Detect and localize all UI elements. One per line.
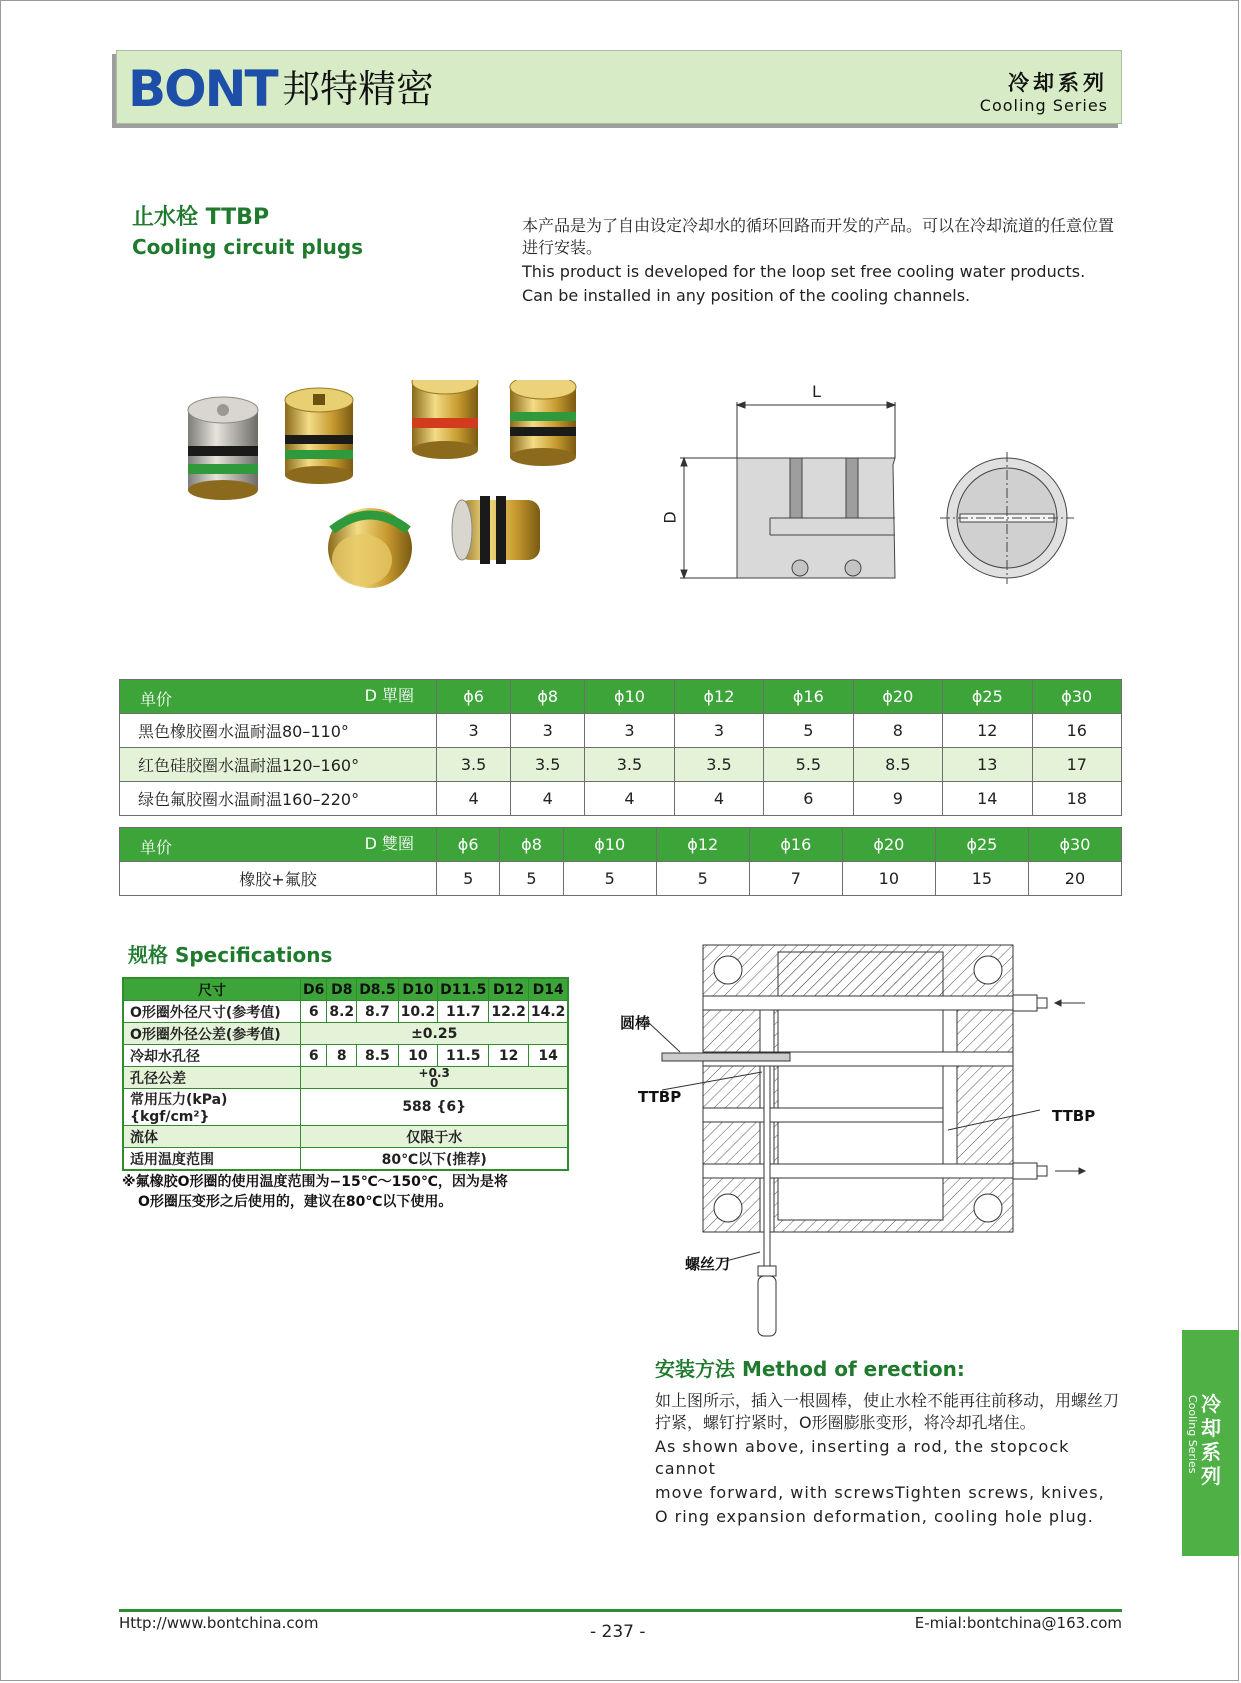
price-cell: 9 (853, 782, 942, 816)
price-cell: 10 (842, 862, 935, 896)
price-cell: 17 (1032, 748, 1121, 782)
row-label: 绿色氟胶圈水温耐温160–220° (120, 782, 437, 816)
price-corner-cell (120, 680, 437, 714)
price-cell: 3 (674, 714, 763, 748)
method-cn: 如上图所示，插入一根圆棒，使止水栓不能再往前移动，用螺丝刀拧紧，螺钉拧紧时，O形圈膨胀变形，将冷却孔堵住。 (655, 1391, 1120, 1432)
plug-side-view (737, 458, 895, 578)
price-cell: 3.5 (511, 748, 585, 782)
dimension-L: L (812, 382, 821, 401)
spec-value: 8.7 (357, 1001, 398, 1023)
size-header: ϕ6 (437, 680, 511, 714)
product-description (522, 215, 1122, 309)
spec-label: O形圈外径尺寸(参考值) (123, 1001, 301, 1023)
price-cell: 3.5 (437, 748, 511, 782)
installation-diagram (610, 940, 1090, 1340)
spec-value (301, 1067, 569, 1089)
price-cell: 4 (674, 782, 763, 816)
spec-value: 8.2 (327, 1001, 357, 1023)
flow-arrows (1055, 1000, 1085, 1174)
table-row (120, 782, 1122, 816)
spec-value: 12.2 (489, 1001, 529, 1023)
spec-value: 14 (528, 1045, 568, 1067)
table-row (123, 1023, 568, 1045)
size-header: ϕ10 (563, 828, 656, 862)
corner-right: D 雙圈 (364, 834, 414, 853)
specs-title: 规格 Specifications (128, 943, 333, 967)
spec-value: 仅限于水 (301, 1126, 569, 1148)
price-cell: 3.5 (585, 748, 674, 782)
footer-url[interactable]: Http://www.bontchina.com (119, 1614, 319, 1632)
size-header: ϕ30 (1028, 828, 1121, 862)
specs-note (122, 1172, 552, 1212)
spec-header: D6 (301, 978, 327, 1001)
spec-header: D14 (528, 978, 568, 1001)
spec-label: 常用压力(kPa){kgf/cm²} (123, 1089, 301, 1126)
mold-block (703, 945, 1013, 1232)
description-en-2: Can be installed in any position of the cooling channels. (522, 286, 971, 305)
size-header: ϕ8 (511, 680, 585, 714)
price-cell: 12 (943, 714, 1032, 748)
table-row (123, 1067, 568, 1089)
series-title-en: Cooling Series (979, 96, 1108, 115)
product-photo (180, 380, 620, 600)
price-cell: 5 (764, 714, 853, 748)
price-cell: 18 (1032, 782, 1121, 816)
price-cell: 15 (935, 862, 1028, 896)
dimension-D: D (660, 511, 680, 524)
spec-label: 冷却水孔径 (123, 1045, 301, 1067)
label-rod: 圆棒 (620, 1014, 651, 1032)
side-tab-cn: 冷却系列 (1201, 1392, 1221, 1488)
method-title: 安装方法 Method of erection: (655, 1357, 965, 1381)
plug-brass-green-2 (510, 380, 576, 466)
price-table-single (119, 679, 1122, 816)
spec-header: D8 (327, 978, 357, 1001)
spec-value: 8.5 (357, 1045, 398, 1067)
plug-brass-green (285, 388, 353, 484)
label-screwdriver: 螺丝刀 (685, 1255, 731, 1273)
method-en-1: As shown above, inserting a rod, the stopcock cannot (655, 1437, 1070, 1478)
series-title-cn: 冷却系列 (1008, 71, 1108, 95)
table-row (123, 1126, 568, 1148)
plug-end-view (940, 452, 1074, 584)
price-cell: 4 (585, 782, 674, 816)
method-en-2: move forward, with screwsTighten screws, knives, (655, 1483, 1105, 1502)
fittings (1013, 995, 1047, 1179)
footer-email[interactable]: E-mial:bontchina@163.com (914, 1614, 1122, 1632)
corner-left: 单价 (140, 690, 173, 709)
page-number: - 237 - (590, 1622, 646, 1642)
price-cell: 3.5 (674, 748, 763, 782)
spec-value: 80℃以下(推荐) (301, 1148, 569, 1171)
method-text (655, 1390, 1125, 1530)
price-cell: 3 (585, 714, 674, 748)
spec-value: 12 (489, 1045, 529, 1067)
plug-brass-red (412, 380, 478, 459)
size-header: ϕ16 (749, 828, 842, 862)
size-header: ϕ25 (943, 680, 1032, 714)
spec-value: 14.2 (528, 1001, 568, 1023)
plug-brass-tilted (328, 508, 412, 588)
specs-note-line-1: ※氟橡胶O形圈的使用温度范围为−15℃～150℃，因为是将 (122, 1174, 508, 1190)
table-row (120, 714, 1122, 748)
price-cell: 8 (853, 714, 942, 748)
spec-value: 588 {6} (301, 1089, 569, 1126)
specs-note-line-2: O形圈压变形之后使用的，建议在80℃以下使用。 (138, 1194, 453, 1210)
size-header: ϕ16 (764, 680, 853, 714)
size-header: ϕ8 (500, 828, 563, 862)
price-cell: 5 (656, 862, 749, 896)
spec-header: D8.5 (357, 978, 398, 1001)
side-tab-en: Cooling Series (1186, 1395, 1199, 1474)
price-cell: 4 (511, 782, 585, 816)
label-ttbp-right: TTBP (1052, 1107, 1096, 1125)
corner-right: D 單圈 (364, 686, 414, 705)
price-corner-cell (120, 828, 437, 862)
size-header: ϕ12 (674, 680, 763, 714)
row-label: 橡胶+氟胶 (120, 862, 437, 896)
rod (662, 1053, 790, 1061)
price-cell: 5.5 (764, 748, 853, 782)
price-cell: 4 (437, 782, 511, 816)
price-cell: 3 (511, 714, 585, 748)
spec-value: 10 (398, 1045, 438, 1067)
price-cell: 13 (943, 748, 1032, 782)
brand-name-cn: 邦特精密 (282, 67, 435, 111)
size-header: ϕ6 (437, 828, 500, 862)
row-label: 黑色橡胶圈水温耐温80–110° (120, 714, 437, 748)
tolerance-upper: +0.3 (418, 1065, 450, 1080)
table-row (123, 1045, 568, 1067)
size-header: ϕ20 (853, 680, 942, 714)
price-cell: 14 (943, 782, 1032, 816)
size-header: ϕ10 (585, 680, 674, 714)
price-cell: 20 (1028, 862, 1121, 896)
price-cell: 5 (563, 862, 656, 896)
spec-value: 11.7 (438, 1001, 489, 1023)
tolerance-lower: 0 (430, 1075, 439, 1090)
technical-drawing (670, 380, 1080, 590)
footer-divider (119, 1609, 1122, 1612)
spec-value: 6 (301, 1045, 327, 1067)
spec-value: 8 (327, 1045, 357, 1067)
price-cell: 5 (500, 862, 563, 896)
spec-label: O形圈外径公差(参考值) (123, 1023, 301, 1045)
plug-brass-side (452, 496, 540, 564)
price-table-double (119, 827, 1122, 896)
row-label: 红色硅胶圈水温耐温120–160° (120, 748, 437, 782)
size-header: ϕ20 (842, 828, 935, 862)
spec-label: 流体 (123, 1126, 301, 1148)
spec-label: 孔径公差 (123, 1067, 301, 1089)
size-header: ϕ30 (1032, 680, 1121, 714)
spec-header: D12 (489, 978, 529, 1001)
price-cell: 3 (437, 714, 511, 748)
spec-header: D10 (398, 978, 438, 1001)
spec-value: ±0.25 (301, 1023, 569, 1045)
price-cell: 5 (437, 862, 500, 896)
specs-table (122, 977, 569, 1171)
product-title-cn: 止水栓 TTBP (132, 205, 270, 230)
size-header: ϕ12 (656, 828, 749, 862)
spec-header: 尺寸 (123, 978, 301, 1001)
spec-value: 11.5 (438, 1045, 489, 1067)
price-cell: 16 (1032, 714, 1121, 748)
table-row (123, 1089, 568, 1126)
table-row (120, 862, 1122, 896)
price-cell: 7 (749, 862, 842, 896)
spec-value: 10.2 (398, 1001, 438, 1023)
table-row (123, 1001, 568, 1023)
table-row (123, 1148, 568, 1171)
table-row (120, 748, 1122, 782)
label-ttbp-left: TTBP (638, 1088, 682, 1106)
price-cell: 8.5 (853, 748, 942, 782)
description-cn: 本产品是为了自由设定冷却水的循环回路而开发的产品。可以在冷却流道的任意位置进行安装。 (522, 216, 1115, 257)
spec-value: 6 (301, 1001, 327, 1023)
plug-steel (188, 397, 258, 500)
brand-logo: BONT (128, 60, 277, 118)
spec-label: 适用温度范围 (123, 1148, 301, 1171)
method-en-3: O ring expansion deformation, cooling hole plug. (655, 1507, 1094, 1526)
description-en-1: This product is developed for the loop set free cooling water products. (522, 262, 1086, 281)
product-title-en: Cooling circuit plugs (132, 235, 364, 259)
spec-header: D11.5 (438, 978, 489, 1001)
size-header: ϕ25 (935, 828, 1028, 862)
corner-left: 单价 (140, 838, 173, 857)
price-cell: 6 (764, 782, 853, 816)
